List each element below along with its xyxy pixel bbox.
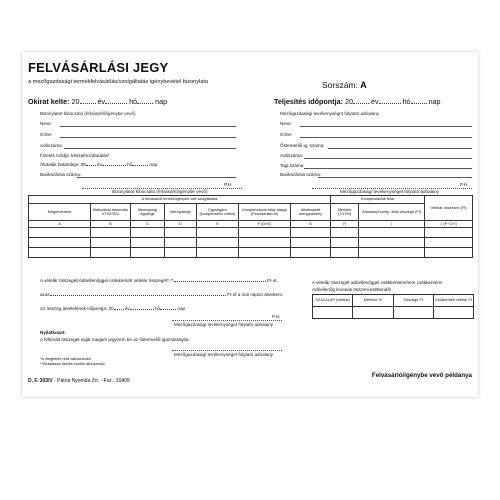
col-letter-a: A xyxy=(29,221,91,228)
issue-day-field[interactable] xyxy=(137,103,153,104)
total-words-prefix: azaz xyxy=(40,292,50,297)
perf-label: Teljesítés időpontja: xyxy=(274,97,343,106)
producer-signature-label: Mezőgazdasági tevékenységet folytató adóalany xyxy=(340,189,440,194)
receipt-date xyxy=(40,306,185,311)
col-header-8: Mértéke (7/12%) xyxy=(331,204,359,221)
purchase-form-sheet xyxy=(22,52,478,397)
transfer-label: Átutalás határideje: 20 xyxy=(40,162,86,167)
col-header-1: Megnevezése xyxy=(29,204,91,221)
receipt-day-field[interactable] xyxy=(160,309,176,310)
col-letter-g: G xyxy=(291,221,331,228)
issuer-tax-label: Adószáma: xyxy=(40,143,63,148)
receipt-month-unit: hó xyxy=(154,306,161,311)
col-letter-j: J (F−G+I) xyxy=(425,221,473,228)
form-code-id: D. F. 303/V xyxy=(28,378,53,384)
table-row[interactable] xyxy=(29,228,473,238)
producer-bank-field[interactable] xyxy=(318,177,472,178)
withholding-header-2: Mértéke % xyxy=(353,295,393,307)
declaration-heading: Nyilatkozat: xyxy=(40,330,66,335)
producer-member-field[interactable] xyxy=(304,168,472,169)
perf-year-field[interactable] xyxy=(353,103,369,104)
receipt-date-label: Az összeg átvételének időpontja: 20 xyxy=(40,306,114,311)
receipt-signature-line[interactable] xyxy=(172,320,282,321)
perf-year-prefix: 20 xyxy=(344,97,353,106)
stamp-left: P.H. xyxy=(224,182,233,187)
producer-address-field[interactable] xyxy=(300,137,472,138)
form-subtitle: a mezőgazdasági termékfelvásárlás/szolgáltatás igénybevétel bizonylata xyxy=(28,79,209,85)
table-row[interactable] xyxy=(29,248,473,258)
transfer-year-field[interactable] xyxy=(86,165,96,166)
issuer-signature-label: Bizonylatot kibocsátó (felvásárló/igénybe vevő) xyxy=(112,189,208,194)
issuer-name-field[interactable] xyxy=(60,126,236,127)
transfer-day-field[interactable] xyxy=(132,165,148,166)
stamp-right: P.H. xyxy=(460,182,469,187)
receipt-year-unit: év xyxy=(124,306,130,311)
total-label: A vételár összegét/Adóellenőggel csökkentett vételár összegét*,** xyxy=(40,278,174,283)
receipt-signature-label: Mezőgazdasági tevékenységet folytató adóalany xyxy=(174,322,274,327)
total-words-field[interactable] xyxy=(50,295,226,296)
performance-date xyxy=(274,97,441,106)
total-amount-field[interactable] xyxy=(174,281,266,282)
col-letter-f: F (D×E) xyxy=(239,221,291,228)
producer-tax-label: Adószáma: xyxy=(280,153,303,158)
issuer-name-label: Neve: xyxy=(40,121,53,126)
declaration-signature-line[interactable] xyxy=(172,350,282,351)
footnote-1: *A megfelelő rész aláhúzandó! xyxy=(40,357,92,361)
perf-day-field[interactable] xyxy=(411,103,427,104)
serial-value: A xyxy=(360,80,367,90)
withholding-text-1: A vételár összegét adóellenőggel csökkentem/nem csökkentem! xyxy=(312,280,443,285)
perf-day-unit: nap xyxy=(428,97,441,106)
col-letter-h: H xyxy=(331,221,359,228)
total-line xyxy=(40,278,278,283)
producer-id-field[interactable] xyxy=(328,148,472,149)
issuer-bank-field[interactable] xyxy=(77,177,236,178)
issuer-address-field[interactable] xyxy=(60,137,236,138)
serial-label: Sorszám: xyxy=(322,80,358,90)
col-header-2: Statisztikai besorolás VTSZ/SZJ xyxy=(91,204,131,221)
transfer-month-unit: hó xyxy=(127,162,133,167)
producer-heading: Mezőgazdasági tevékenységet folytató adóalany xyxy=(280,111,380,116)
total-words-suffix: Ft-ot a mai napon átvettem. xyxy=(227,292,284,297)
transfer-year-unit: év xyxy=(97,162,102,167)
issue-month-field[interactable] xyxy=(105,103,127,104)
issue-day-unit: nap xyxy=(155,97,168,106)
withholding-header-3: Összege Ft xyxy=(393,295,433,307)
stamp-receipt: P.H. xyxy=(272,314,281,319)
issue-month-unit: hó xyxy=(129,97,138,106)
issue-date xyxy=(28,97,167,106)
withholding-header-1: SZJA ALAP (vételár) xyxy=(313,295,353,307)
col-header-7: Alkalmazott árengedmény xyxy=(291,204,331,221)
col-letter-e: E xyxy=(197,221,239,228)
table-row[interactable] xyxy=(313,307,474,319)
receipt-month-field[interactable] xyxy=(130,309,154,310)
total-words-line xyxy=(40,292,283,297)
withholding-table xyxy=(312,294,474,319)
producer-tax-field[interactable] xyxy=(304,158,472,159)
receipt-year-field[interactable] xyxy=(114,309,124,310)
transfer-month-field[interactable] xyxy=(102,165,126,166)
col-letter-b: B xyxy=(91,221,131,228)
payment-method: Fizetés módja: készpénz/átutalás* xyxy=(40,153,110,158)
col-letter-d: D xyxy=(165,221,197,228)
col-header-6: Kompenzációs felár alapja (Felvásárlási ár) xyxy=(239,204,291,221)
form-title: FELVÁSÁRLÁSI JEGY xyxy=(28,60,169,75)
form-code-rest: - Pátria Nyomda Zrt. - Fsz.: 10409 xyxy=(52,378,130,384)
serial-number xyxy=(322,80,367,90)
withholding-header-4: Csökkentett vételár Ft xyxy=(433,295,473,307)
group-header: A felvásárolt termék/igénybe vett szolgáltatás xyxy=(29,196,331,204)
transfer-deadline xyxy=(40,162,157,167)
col-header-10: Vételár összesen (Ft) xyxy=(425,196,473,221)
declaration-text: A felkínált összeget saját magam jegyzem be az őstermelői igazolványba. xyxy=(40,337,190,342)
col-header-9: Adóalanyt komp. felár összege (Ft) xyxy=(359,204,425,221)
issue-year-field[interactable] xyxy=(80,103,96,104)
col-header-4: Mennyisége xyxy=(165,204,197,221)
producer-member-label: Tagi száma: xyxy=(280,163,305,168)
issuer-bank-label: Bankszámla száma: xyxy=(40,172,82,177)
comp-header: Kompenzációs felár xyxy=(331,196,425,204)
transfer-day-unit: nap xyxy=(149,162,158,167)
withholding-text-2: Adóellenőg levonás összeni kitöltendő! xyxy=(312,287,392,292)
col-letter-i: I xyxy=(359,221,425,228)
issuer-heading: Bizonylatot kibocsátó (felvásárló/igénybe vevő) xyxy=(40,111,136,116)
producer-name-field[interactable] xyxy=(300,126,472,127)
producer-name-label: Neve: xyxy=(280,121,293,126)
issuer-address-label: Címe: xyxy=(40,132,53,137)
issuer-tax-field[interactable] xyxy=(64,148,236,149)
col-header-5: Egységára (kompenzáció nélkül) xyxy=(197,204,239,221)
total-unit: Ft-ot, xyxy=(267,278,278,283)
perf-month-field[interactable] xyxy=(379,103,401,104)
perf-month-unit: hó xyxy=(402,97,411,106)
producer-address-label: Címe: xyxy=(280,132,293,137)
table-row[interactable] xyxy=(29,238,473,248)
perf-year-unit: év xyxy=(370,97,379,106)
form-code xyxy=(28,378,130,384)
issue-year-unit: év xyxy=(97,97,106,106)
col-letter-c: C xyxy=(131,221,165,228)
issue-year-prefix: 20 xyxy=(71,97,80,106)
footnote-2: **Átutalásos fizetés esetén áthúzandó! xyxy=(40,362,106,366)
col-header-3: Mennyiségi egysége xyxy=(131,204,165,221)
declaration-signature-label: Mezőgazdasági tevékenységet folytató adóalany xyxy=(174,352,274,357)
producer-id-label: Őstermelői ig. száma: xyxy=(280,143,325,148)
issue-label: Okirat kelte: xyxy=(28,97,70,106)
producer-bank-label: Bankszámla száma: xyxy=(280,172,322,177)
copy-label: Felvásárló/igénybe vevő példánya xyxy=(371,372,472,379)
receipt-day-unit: nap xyxy=(177,306,186,311)
items-table xyxy=(28,195,473,258)
